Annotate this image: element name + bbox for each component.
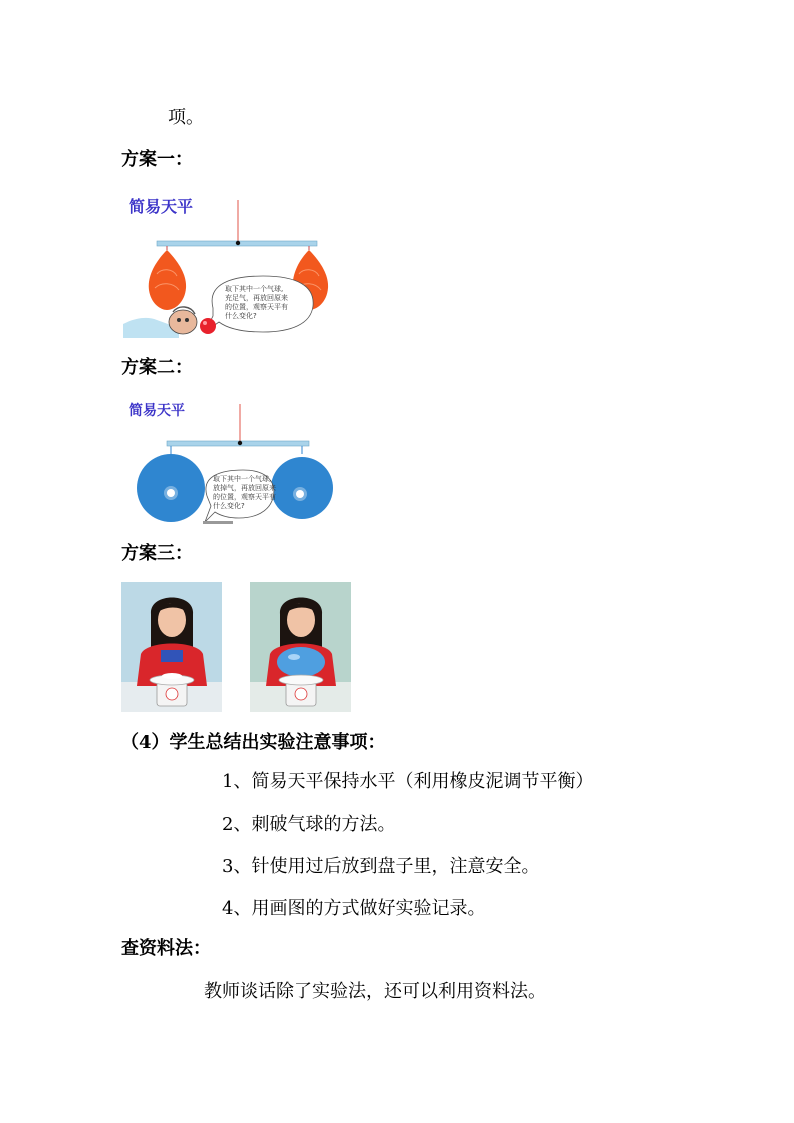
- speech-bubble-2: [205, 470, 276, 522]
- bubble1-line4: 什么变化?: [225, 312, 257, 320]
- plan3-heading: 方案三：: [121, 543, 193, 564]
- photo-girl-scale-deflated: [121, 582, 222, 712]
- bubble1-line1: 取下其中一个气球,: [225, 285, 284, 293]
- bubble1-line2: 充足气，再放回原来: [225, 294, 288, 302]
- continued-text: 项。: [168, 107, 204, 128]
- bubble1-line3: 的位置，观察天平有: [225, 303, 288, 311]
- bubble2-line1: 取下其中一个气球,: [213, 475, 272, 483]
- blue-balloon-right: [271, 446, 333, 519]
- plan2-figure-title: 简易天平: [129, 403, 185, 419]
- bubble2-line4: 什么变化?: [213, 502, 245, 510]
- plan1-figure-title: 简易天平: [129, 197, 194, 216]
- speech-bubble-1: [205, 276, 313, 332]
- photo-girl-scale-inflated: [250, 582, 351, 712]
- plan1-heading: 方案一：: [121, 149, 193, 170]
- simple-balance-diagram-2: [121, 396, 337, 526]
- research-body: 教师谈话除了实验法，还可以利用资料法。: [204, 981, 546, 1002]
- note-item-3: 3、针使用过后放到盘子里，注意安全。: [222, 856, 540, 877]
- plan2-figure: [121, 396, 337, 526]
- note-item-1: 1、简易天平保持水平（利用橡皮泥调节平衡）: [222, 771, 594, 792]
- research-heading: 查资料法：: [121, 938, 211, 959]
- note-item-4: 4、用画图的方式做好实验记录。: [222, 898, 486, 919]
- bubble2-line3: 的位置，观察天平有: [213, 493, 276, 501]
- note-item-2: 2、刺破气球的方法。: [222, 814, 396, 835]
- notes-heading: （4）学生总结出实验注意事项：: [121, 732, 386, 753]
- plan1-figure: [121, 190, 333, 338]
- bubble2-line2: 放掉气，再放回原来: [213, 484, 276, 492]
- cartoon-child-with-balloon: [123, 307, 216, 338]
- orange-balloon-left: [149, 250, 186, 310]
- plan2-heading: 方案二：: [121, 357, 193, 378]
- simple-balance-diagram-1: [121, 190, 333, 338]
- blue-balloon-left: [137, 446, 205, 522]
